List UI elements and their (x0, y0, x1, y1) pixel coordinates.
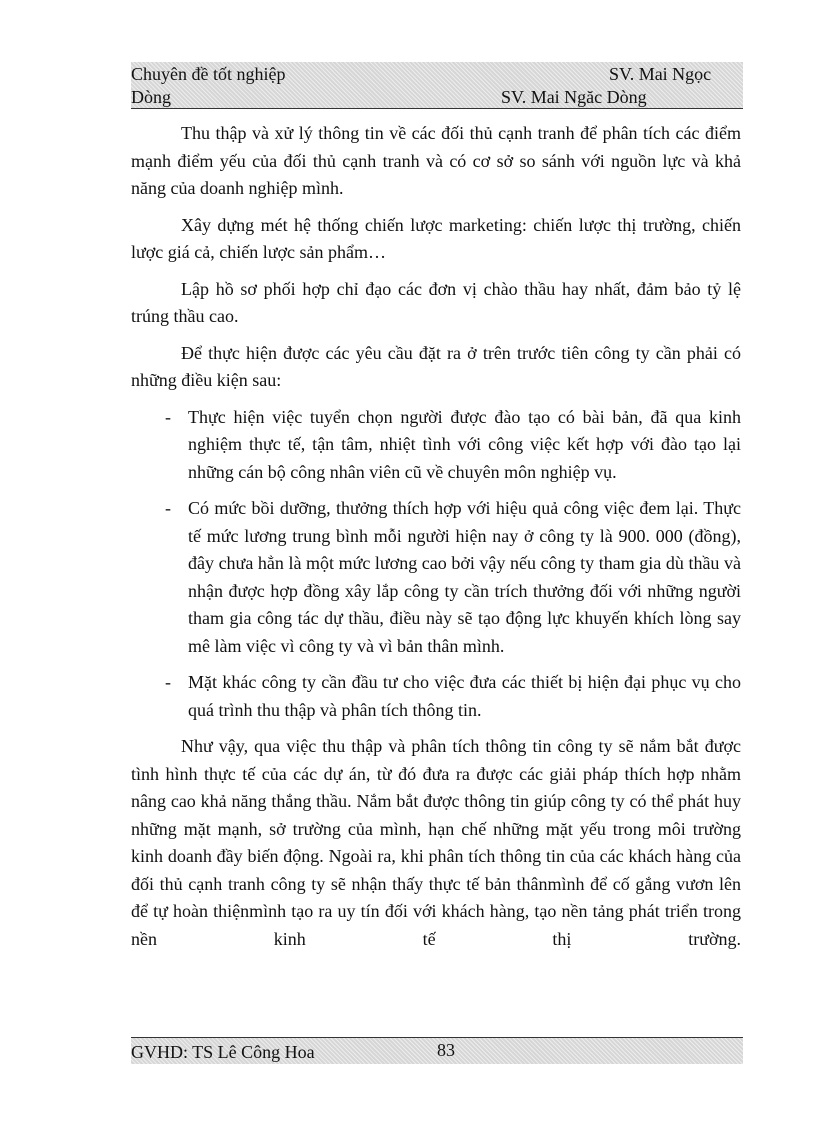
bullet-marker: - (165, 672, 171, 692)
list-item (131, 404, 741, 487)
list-item (131, 669, 741, 724)
list-item (131, 495, 741, 660)
list-item-text: Có mức bồi dưỡng, thưởng thích hợp với hiệu quả công việc đem lại. Thực tế mức lương trung bình mỗi người hiện nay ở công ty là 900. 000 (đồng), đây chưa hẳn là một mức lương cao bởi vậy nếu công ty tham gia dù thầu và nhận được hợp đồng xây lắp công ty cần trích thưởng đối với những người tham gia công tác dự thầu, điều này sẽ tạo động lực khuyến khích lòng say mê làm việc vì công ty và vì bản thân mình. (188, 498, 741, 656)
page-footer (131, 1037, 743, 1064)
document-body (131, 120, 741, 962)
bullet-marker: - (165, 406, 171, 427)
page-number: 83 (437, 1040, 455, 1060)
bullet-marker: - (165, 498, 171, 518)
list-item-text: Thực hiện việc tuyển chọn người được đào tạo có bài bản, đã qua kinh nghiệm thực tế, tận tâm, nhiệt tình với công việc kết hợp với đào tạo lại những cán bộ công nhân viên cũ về chuyên môn nghiệp vụ. (188, 406, 741, 482)
paragraph: Xây dựng mét hệ thống chiến lược marketing: chiến lược thị trường, chiến lược giá cả, chiến lược sản phẩm… (131, 214, 741, 262)
header-student-name-continued: Dòng (131, 87, 171, 107)
header-student-name-alt: SV. Mai Ngăc Dòng (501, 87, 647, 107)
paragraph: Để thực hiện được các yêu cầu đặt ra ở trên trước tiên công ty cần phải có những điều kiện sau: (131, 342, 741, 390)
paragraph: Lập hồ sơ phối hợp chỉ đạo các đơn vị chào thầu hay nhất, đảm bảo tỷ lệ trúng thầu cao. (131, 278, 741, 326)
paragraph: Thu thập và xử lý thông tin về các đối thủ cạnh tranh để phân tích các điểm mạnh điểm yếu của đối thủ cạnh tranh và có cơ sở so sánh với nguồn lực và khả năng của doanh nghiệp mình. (131, 123, 741, 198)
list-item-text: Mặt khác công ty cần đầu tư cho việc đưa các thiết bị hiện đại phục vụ cho quá trình thu thập và phân tích thông tin. (188, 672, 741, 720)
header-chapter-title: Chuyên đề tốt nghiệp (131, 64, 286, 84)
requirements-list (131, 404, 741, 725)
header-student-name: SV. Mai Ngọc (609, 64, 712, 84)
footer-supervisor: GVHD: TS Lê Công Hoa (131, 1042, 315, 1062)
page-header (131, 62, 743, 109)
conclusion-paragraph: Như vậy, qua việc thu thập và phân tích thông tin công ty sẽ nắm bắt được tình hình thực tế của các dự án, từ đó đưa ra được các giải pháp thích hợp nhằm nâng cao khả năng thắng thầu. Nắm bắt được thông tin giúp công ty có thể phát huy những mặt mạnh, sở trường của mình, hạn chế những mặt yếu trong môi trường kinh doanh đầy biến động. Ngoài ra, khi phân tích thông tin của các khách hàng của đối thủ cạnh tranh công ty sẽ nhận thấy thực tế bản thânmình để cố gắng vươn lên để tự hoàn thiệnmình tạo ra uy tín đối với khách hàng, tạo nền tảng phát triển trong nền kinh tế thị trường. (131, 736, 741, 949)
